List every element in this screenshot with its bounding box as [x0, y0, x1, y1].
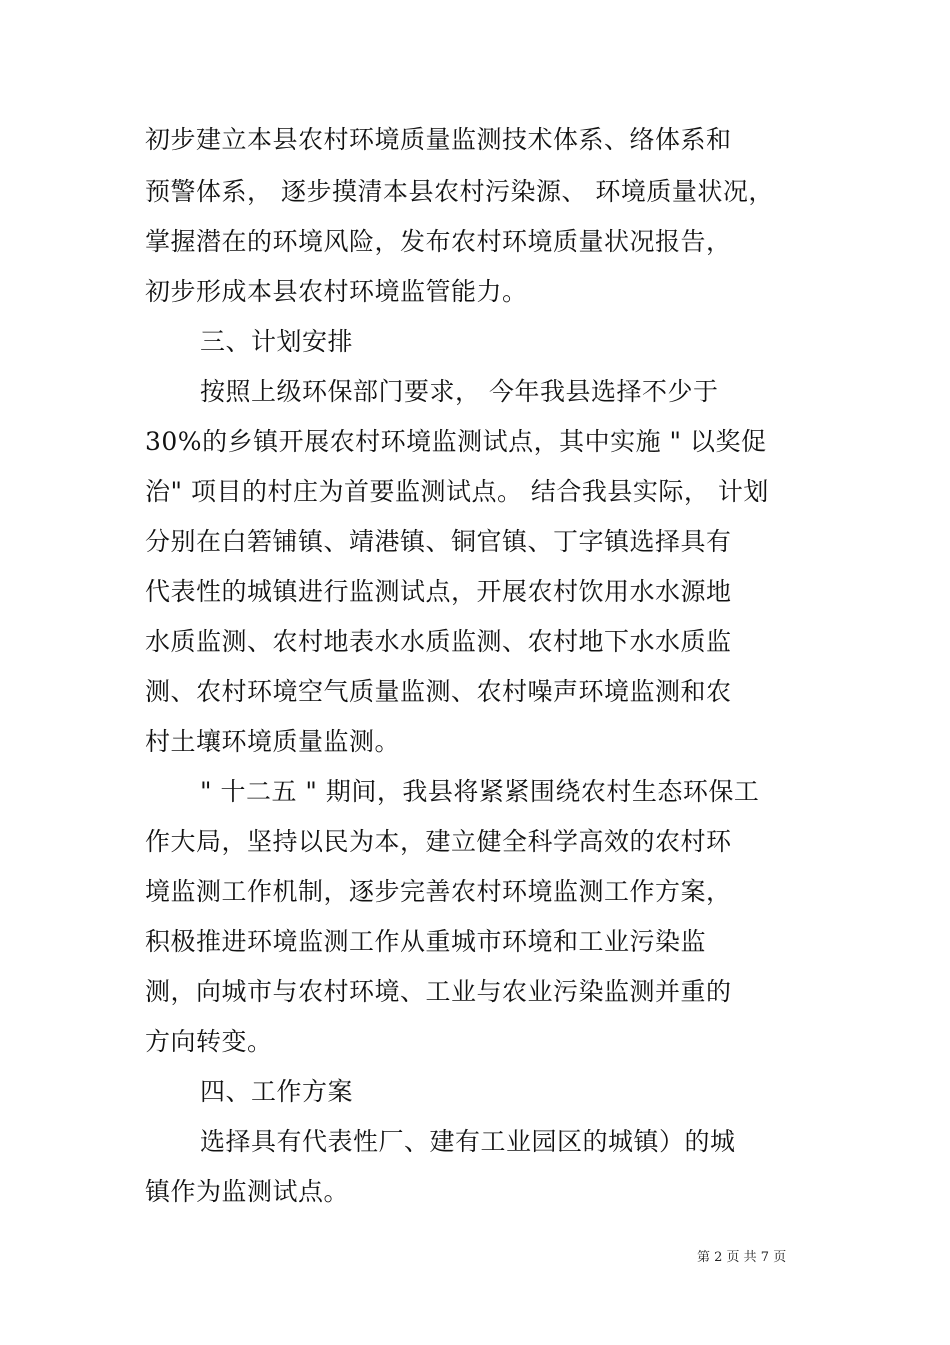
body-text-line: 分别在白箬铺镇、靖港镇、铜官镇、丁字镇选择具有 — [145, 527, 732, 556]
body-text-line: 积极推进环境监测工作从重城市环境和工业污染监 — [145, 927, 707, 956]
body-text-line: 代表性的城镇进行监测试点，开展农村饮用水水源地 — [145, 577, 732, 606]
body-text-line: 镇作为监测试点。 — [145, 1177, 350, 1206]
body-text-line: 测，向城市与农村环境、工业与农业污染监测并重的 — [145, 977, 732, 1006]
body-text-line: 预警体系， 逐步摸清本县农村污染源、 环境质量状况， — [145, 177, 774, 206]
section-heading: 四、工作方案 — [200, 1077, 354, 1106]
body-text-line: 境监测工作机制，逐步完善农村环境监测工作方案， — [145, 877, 732, 906]
body-text-line: 村土壤环境质量监测。 — [145, 727, 401, 756]
body-text-line: 水质监测、农村地表水水质监测、农村地下水水质监 — [145, 627, 732, 656]
body-text-line: 方向转变。 — [145, 1027, 273, 1056]
body-text-line: 选择具有代表性厂、建有工业园区的城镇）的城 — [200, 1127, 736, 1156]
body-text-line: 掌握潜在的环境风险，发布农村环境质量状况报告， — [145, 227, 732, 256]
page-number: 第 2 页 共 7 页 — [697, 1250, 787, 1265]
body-text-line: 测、农村环境空气质量监测、农村噪声环境监测和农 — [145, 677, 732, 706]
body-text-line: 初步形成本县农村环境监管能力。 — [145, 277, 528, 306]
body-text-line: " 十二五 " 期间，我县将紧紧围绕农村生态环保工 — [200, 777, 760, 806]
body-text-line: 30%的乡镇开展农村环境监测试点，其中实施 " 以奖促 — [145, 427, 767, 456]
body-text-line: 初步建立本县农村环境质量监测技术体系、络体系和 — [145, 125, 732, 154]
body-text-line: 按照上级环保部门要求， 今年我县选择不少于 — [200, 377, 719, 406]
body-text-line: 作大局，坚持以民为本，建立健全科学高效的农村环 — [145, 827, 732, 856]
body-text-line: 治" 项目的村庄为首要监测试点。 结合我县实际， 计划 — [145, 477, 769, 506]
section-heading: 三、计划安排 — [200, 327, 354, 356]
